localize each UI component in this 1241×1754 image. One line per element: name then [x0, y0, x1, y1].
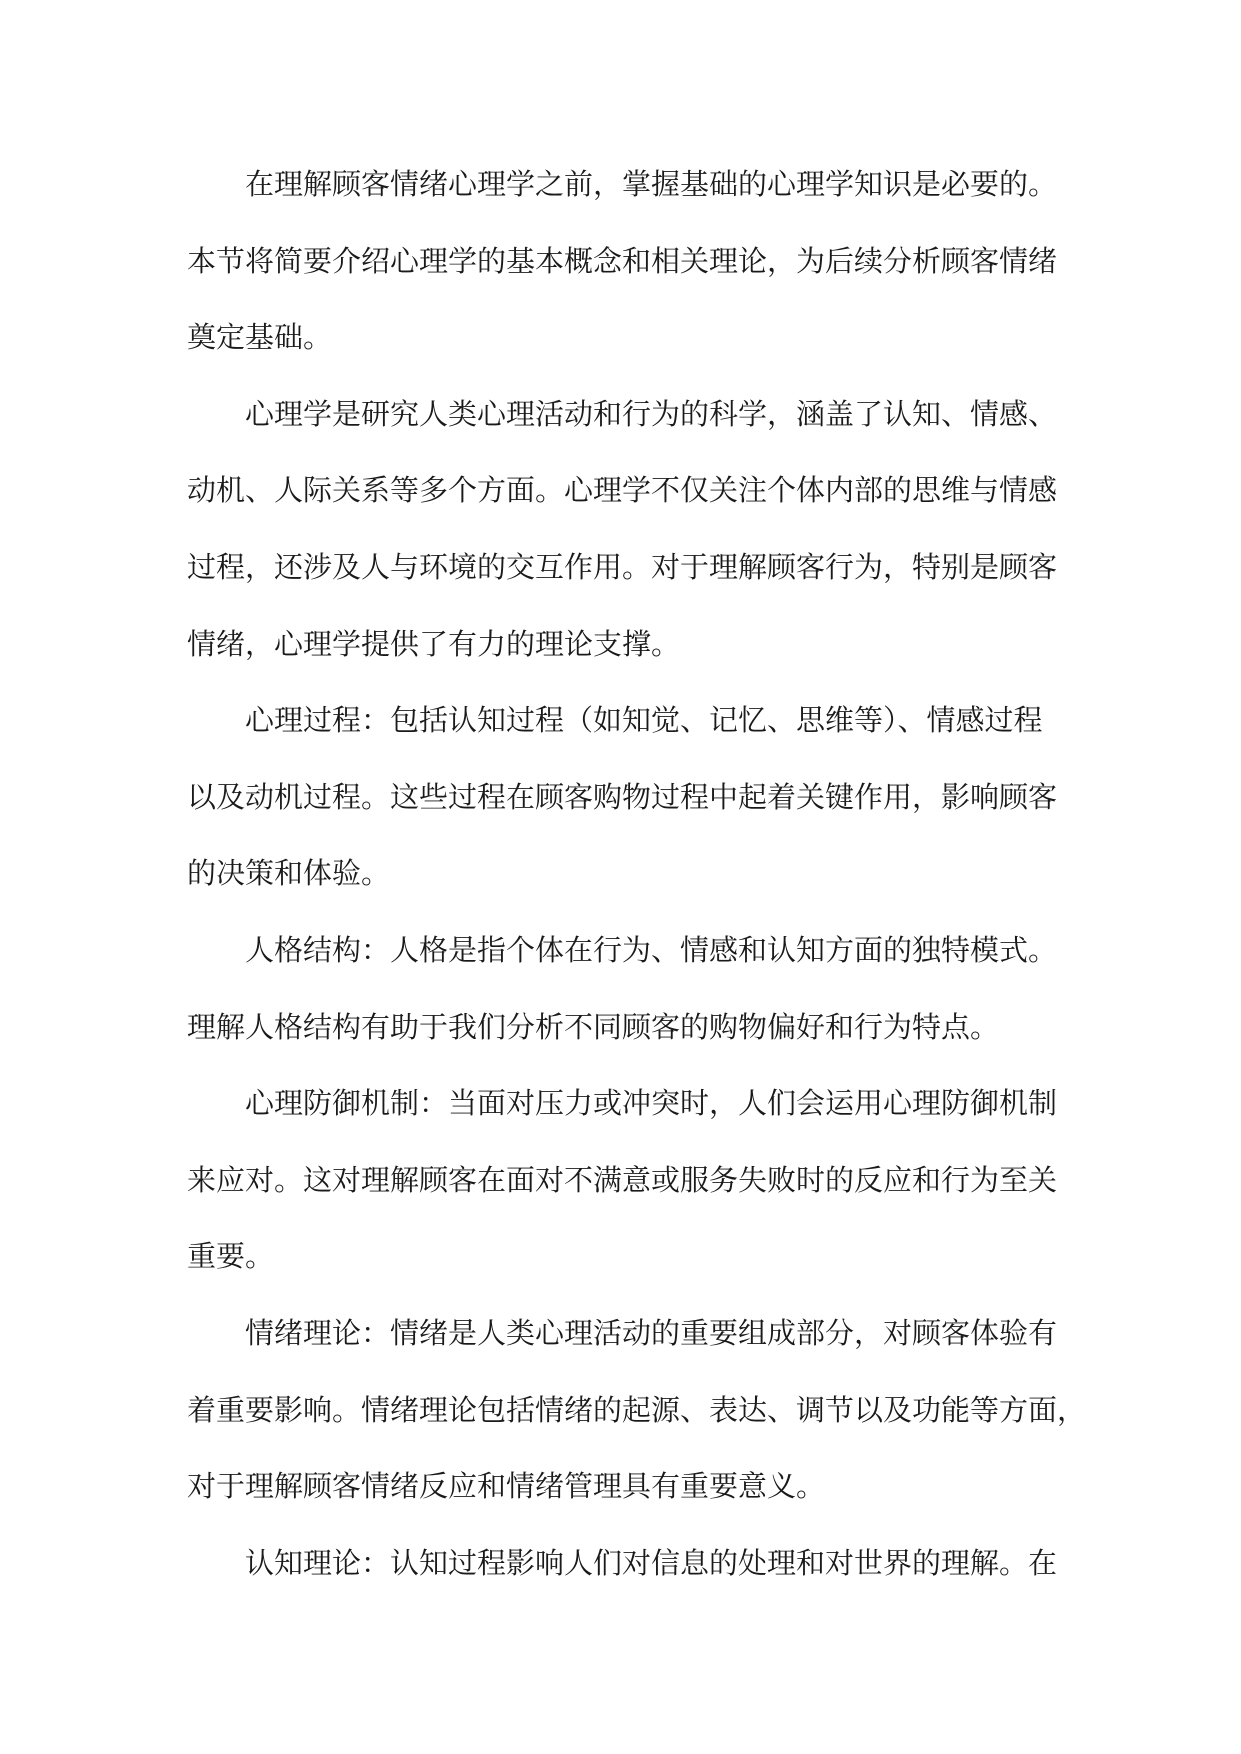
- text-line: 人格结构：人格是指个体在行为、情感和认知方面的独特模式。: [245, 932, 1058, 967]
- text-line: 情绪，心理学提供了有力的理论支撑。: [187, 626, 681, 661]
- text-line: 着重要影响。情绪理论包括情绪的起源、表达、调节以及功能等方面，: [187, 1392, 1087, 1427]
- text-line: 奠定基础。: [187, 320, 333, 355]
- text-line: 以及动机过程。这些过程在顾客购物过程中起着关键作用，影响顾客: [187, 779, 1058, 814]
- text-line: 情绪理论：情绪是人类心理活动的重要组成部分，对顾客体验有: [245, 1315, 1058, 1350]
- text-line: 在理解顾客情绪心理学之前，掌握基础的心理学知识是必要的。: [245, 167, 1058, 201]
- text-line: 心理学是研究人类心理活动和行为的科学，涵盖了认知、情感、: [245, 396, 1058, 431]
- text-line: 过程，还涉及人与环境的交互作用。对于理解顾客行为，特别是顾客: [187, 549, 1058, 584]
- text-line: 重要。: [187, 1239, 275, 1274]
- text-line: 的决策和体验。: [187, 856, 391, 891]
- text-line: 动机、人际关系等多个方面。心理学不仅关注个体内部的思维与情感: [187, 473, 1058, 508]
- text-line: 本节将简要介绍心理学的基本概念和相关理论，为后续分析顾客情绪: [187, 243, 1058, 278]
- document-body: [187, 146, 1087, 1601]
- text-line: 认知理论：认知过程影响人们对信息的处理和对世界的理解。在: [245, 1545, 1058, 1580]
- text-line: 心理防御机制：当面对压力或冲突时，人们会运用心理防御机制: [245, 1086, 1058, 1121]
- text-line: 对于理解顾客情绪反应和情绪管理具有重要意义。: [187, 1469, 826, 1504]
- text-line: 来应对。这对理解顾客在面对不满意或服务失败时的反应和行为至关: [187, 1162, 1058, 1197]
- text-line: 心理过程：包括认知过程（如知觉、记忆、思维等）、情感过程: [245, 703, 1043, 738]
- text-line: 理解人格结构有助于我们分析不同顾客的购物偏好和行为特点。: [187, 1009, 1000, 1044]
